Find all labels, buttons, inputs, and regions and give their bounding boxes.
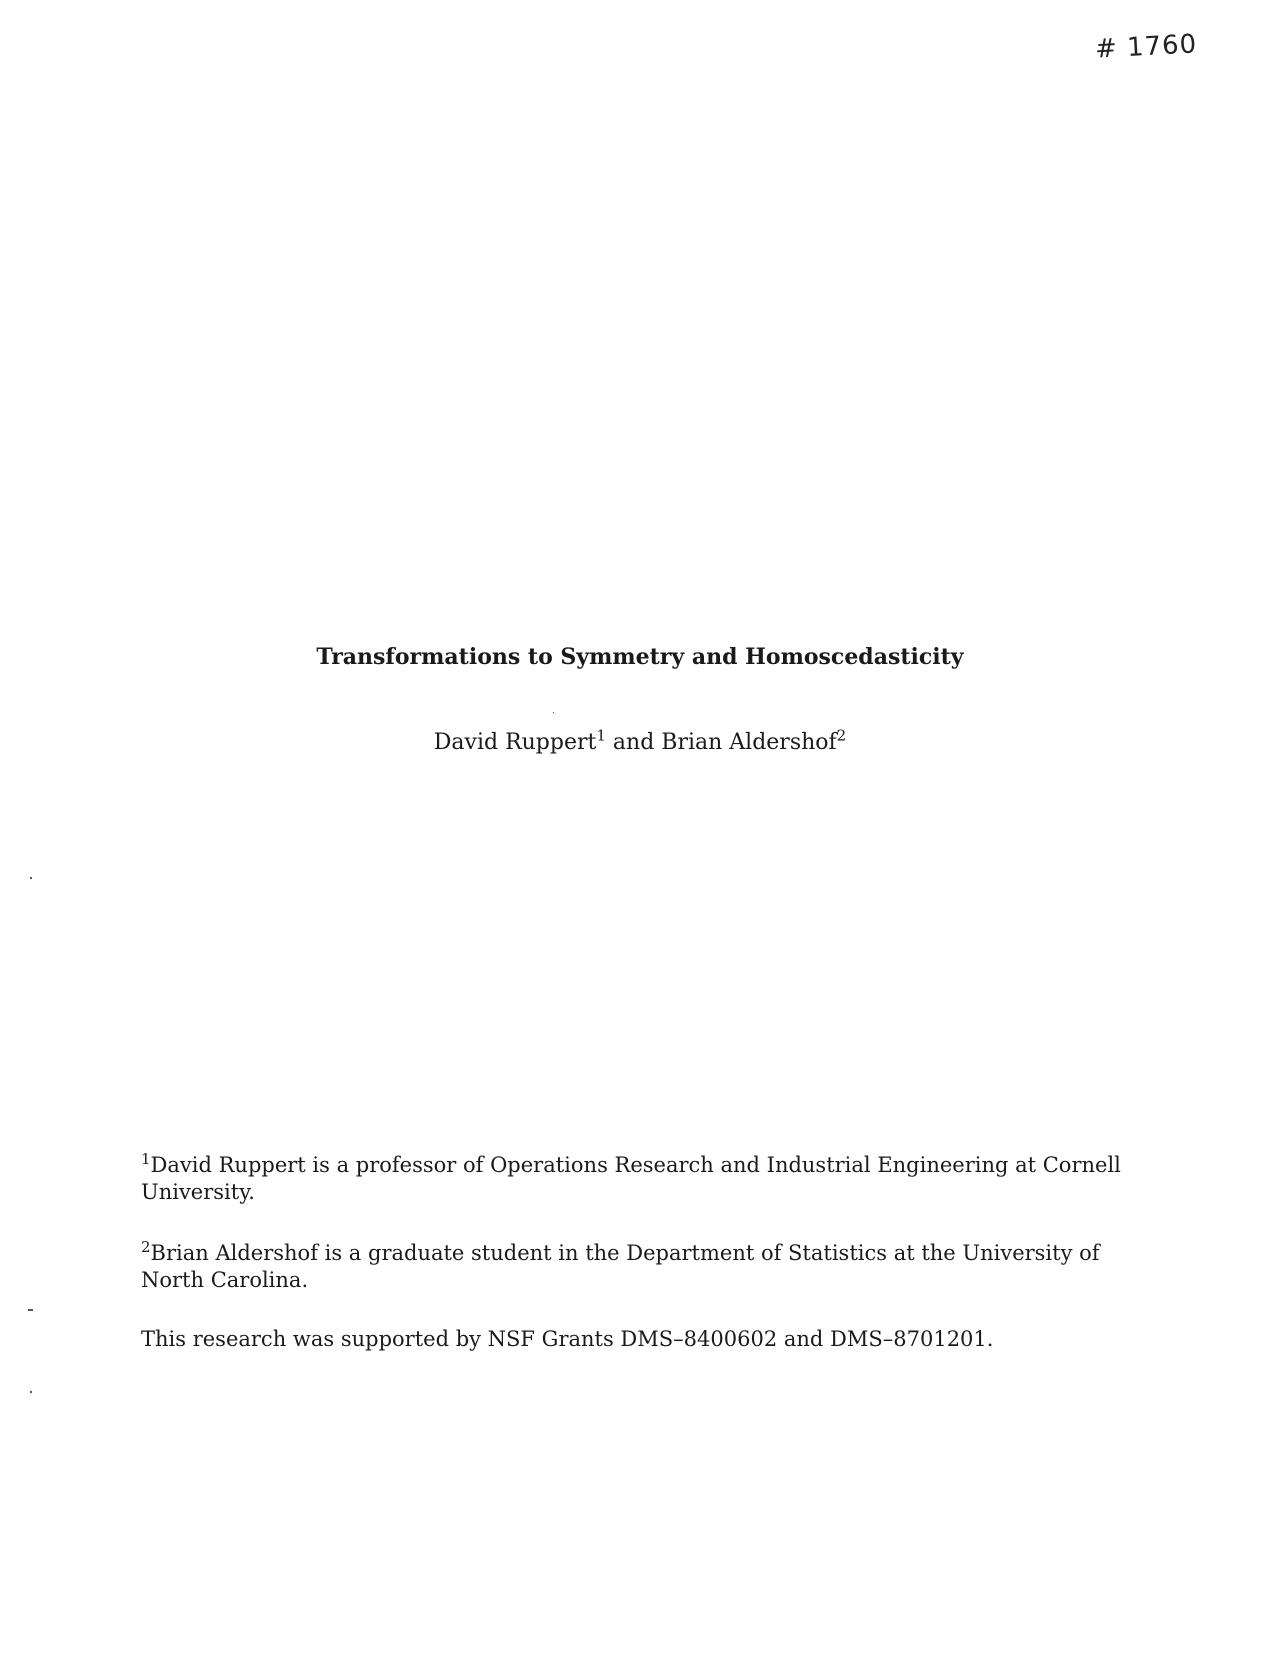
footnote-1-text: David Ruppert is a professor of Operations Research and Industrial Engineering at Cornell University. [141, 1153, 1121, 1204]
author-1-footnote-mark: 1 [596, 726, 606, 745]
footnote-1-mark: 1 [141, 1150, 151, 1168]
author-connector: and [612, 730, 655, 755]
footnote-2-mark: 2 [141, 1238, 151, 1256]
footnote-2-text: Brian Aldershof is a graduate student in the Department of Statistics at the University of North Carolina. [141, 1241, 1100, 1292]
author-line [0, 726, 1280, 755]
scan-speck [28, 1309, 33, 1311]
handwritten-note: # 1760 [1094, 29, 1198, 65]
funding-note: This research was supported by NSF Grants DMS–8400602 and DMS–8701201. [141, 1327, 994, 1351]
scan-speck [30, 1391, 32, 1393]
footnote-1 [141, 1152, 1151, 1206]
author-2-name: Brian Aldershof [661, 730, 837, 755]
scan-speck [553, 712, 554, 713]
author-2-footnote-mark: 2 [836, 726, 847, 745]
author-1-name: David Ruppert [433, 730, 597, 755]
scan-speck [30, 877, 32, 879]
footnote-2 [141, 1240, 1151, 1294]
paper-title: Transformations to Symmetry and Homoscedasticity [316, 644, 964, 670]
